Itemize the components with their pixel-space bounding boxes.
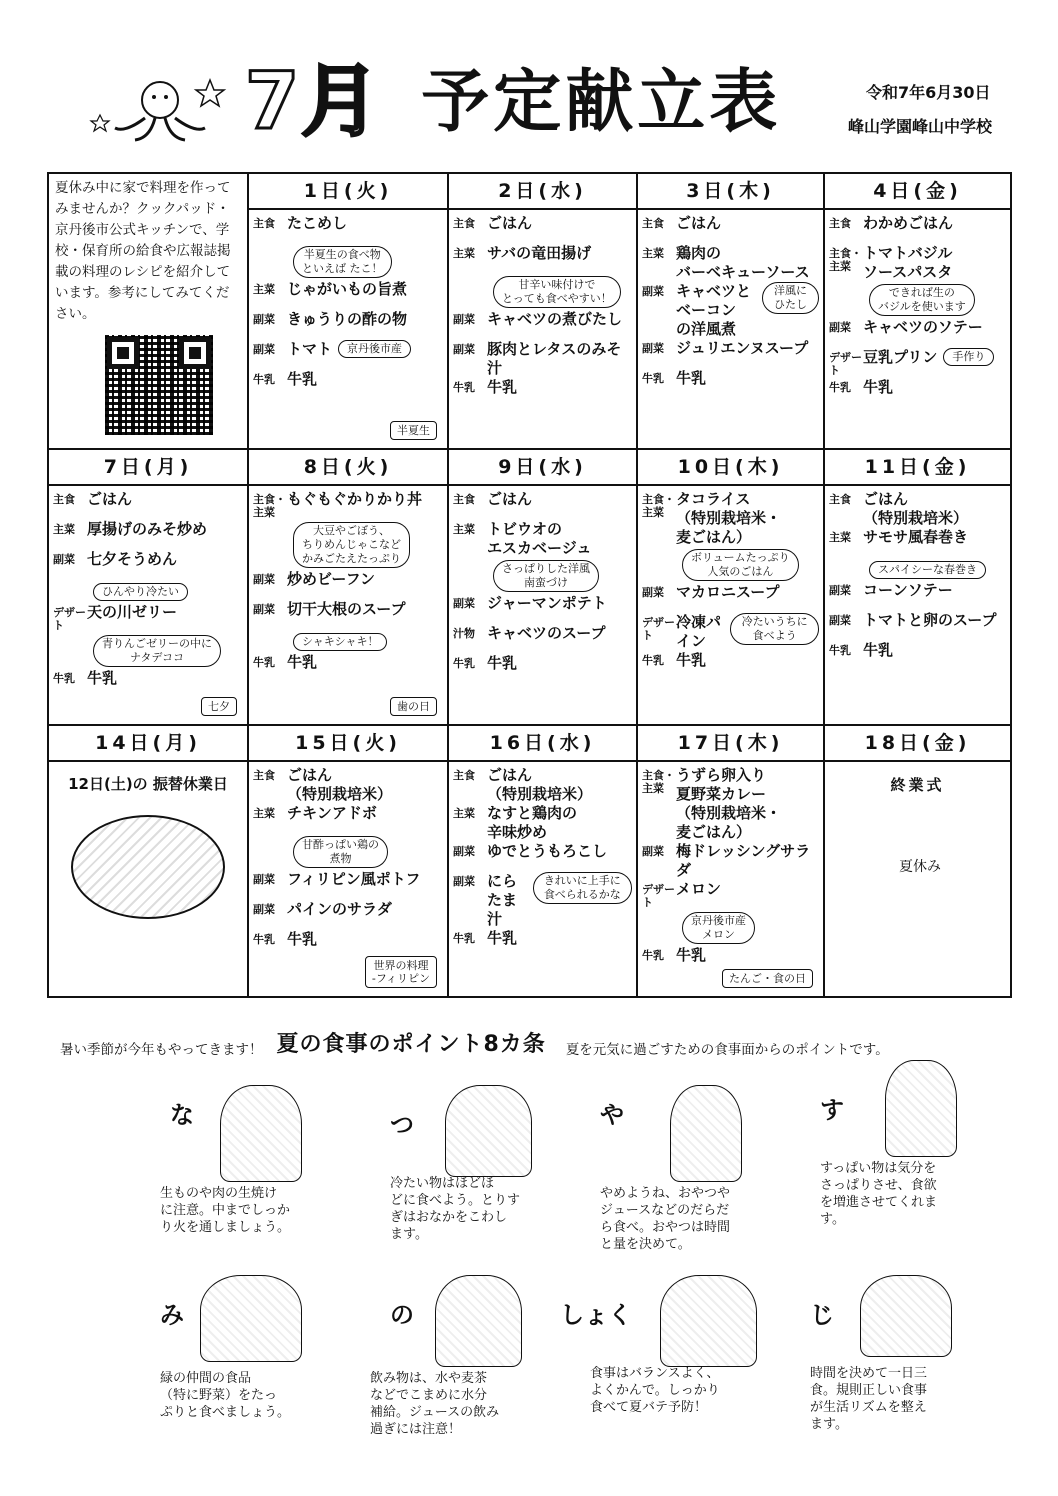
dish-name: ごはん <box>487 214 533 232</box>
dish-category: デザート <box>642 883 675 909</box>
dish-name: サバの竜田揚げ <box>487 244 592 262</box>
dish-row <box>829 214 1006 244</box>
dish-name: ごはん <box>676 214 722 232</box>
dish-name: トマトバジル ソースパスタ <box>863 244 953 281</box>
day-cell <box>448 725 637 997</box>
dish-name: ゆでとうもろこし <box>487 842 608 860</box>
point-text: 飲み物は、水や麦茶 などでこまめに水分 補給。ジュースの飲み 過ぎには注意！ <box>370 1371 500 1437</box>
point-illustration-icon <box>445 1085 532 1177</box>
point-kana: じ <box>810 1301 834 1329</box>
dish-name: コーンソテー <box>863 581 953 599</box>
dish-row <box>642 583 819 613</box>
dish-name: 牛乳 <box>287 653 318 671</box>
dish-row <box>253 870 443 900</box>
day-cell <box>824 173 1011 449</box>
dish-comment: ボリュームたっぷり 人気のごはん <box>682 549 799 581</box>
event-badge: 半夏生 <box>390 421 437 440</box>
dish-name: 牛乳 <box>87 669 118 687</box>
dish-category: 副菜 <box>829 584 851 597</box>
dish-category: 副菜 <box>642 586 664 599</box>
dish-name: 牛乳 <box>863 378 894 396</box>
points-tail: 夏を元気に過ごすための食事面からのポイントです。 <box>565 1042 889 1058</box>
dish-comment: さっぱりした洋風 南蛮づけ <box>493 560 599 592</box>
summer-vacation-label: 夏休み <box>899 859 941 875</box>
dish-name: 鶏肉の バーベキューソース <box>676 244 810 281</box>
dish-list <box>638 486 823 681</box>
dish-list <box>449 210 636 408</box>
dish-name: サモサ風春巻き <box>863 528 969 546</box>
dish-name: 牛乳 <box>863 641 894 659</box>
dish-row <box>253 600 443 630</box>
dish-category: 副菜 <box>253 313 275 326</box>
day-cell <box>637 725 824 997</box>
dish-category: 副菜 <box>453 343 475 356</box>
dish-row <box>53 520 243 550</box>
dish-category: 牛乳 <box>453 657 475 670</box>
dish-name: ごはん （特別栽培米） <box>863 490 969 527</box>
dish-row <box>642 842 819 880</box>
dish-name: フィリピン風ポトフ <box>287 870 421 888</box>
dish-category: 主食 <box>53 493 75 506</box>
dish-name: 牛乳 <box>287 930 318 948</box>
dish-name: 牛乳 <box>287 370 318 388</box>
day-header: 11日(金) <box>825 450 1010 486</box>
dish-name: 豚肉とレタスのみそ汁 <box>487 340 622 377</box>
dish-row <box>253 280 443 310</box>
day-header: 15日(火) <box>249 726 447 762</box>
dish-name: 炒めビーフン <box>287 570 376 588</box>
point-kana: み <box>160 1301 184 1329</box>
dish-category: 主食 <box>829 493 851 506</box>
dish-row <box>253 900 443 930</box>
dish-category: 牛乳 <box>829 381 851 394</box>
dish-category: 牛乳 <box>642 654 664 667</box>
dish-category: 主食 <box>453 769 475 782</box>
dish-row <box>642 651 819 681</box>
dish-comment: 半夏生の食べ物 といえば たこ！ <box>293 246 392 278</box>
dish-list <box>449 762 636 959</box>
dish-comment: スパイシーな春巻き <box>869 561 986 579</box>
dish-name: 切干大根のスープ <box>287 600 406 618</box>
point-kana: な <box>170 1101 194 1129</box>
dish-category: 副菜 <box>453 313 475 326</box>
day-header: 9日(水) <box>449 450 636 486</box>
dish-name: わかめごはん <box>863 214 954 232</box>
dish-name: 牛乳 <box>676 946 707 964</box>
dish-category: 牛乳 <box>253 933 275 946</box>
dish-name: なすと鶏肉の 辛味炒め <box>487 804 578 841</box>
dish-name: 梅ドレッシングサラダ <box>676 842 811 879</box>
dish-comment: 手作り <box>943 348 994 366</box>
dish-name: ジュリエンヌスープ <box>676 339 809 357</box>
dish-row <box>829 318 1006 348</box>
day-cell <box>248 173 448 449</box>
dish-name: うずら卵入り 夏野菜カレー （特別栽培米・ 麦ごはん） <box>676 766 782 841</box>
dish-comment: できれば生の バジルを使います <box>869 284 975 316</box>
dish-category: 副菜 <box>253 573 275 586</box>
dish-row <box>642 369 819 399</box>
dish-category: 副菜 <box>453 845 475 858</box>
dish-name: キャベツの煮びたし <box>487 310 623 328</box>
dish-row <box>453 804 632 842</box>
dish-row <box>453 310 632 340</box>
dish-name: きゅうりの酢の物 <box>287 310 408 328</box>
day-cell <box>48 725 248 997</box>
day-cell <box>637 449 824 725</box>
dish-row <box>642 490 819 547</box>
dish-row <box>453 872 632 929</box>
dish-name: キャベツとベーコン の洋風煮 <box>676 282 752 338</box>
dish-name: たこめし <box>287 214 348 232</box>
dish-row <box>829 611 1006 641</box>
dish-row <box>642 244 819 282</box>
dish-name: ごはん （特別栽培米） <box>487 766 593 803</box>
dish-category: 主菜 <box>829 531 851 544</box>
dish-name: ごはん <box>487 490 533 508</box>
dish-category: 牛乳 <box>453 932 475 945</box>
dish-name: 冷凍パイン <box>676 613 722 650</box>
day-cell <box>448 449 637 725</box>
dish-category: 主食 <box>829 217 851 230</box>
dish-name: チキンアドボ <box>287 804 377 822</box>
points-title: 夏の食事のポイント8カ条 <box>276 1032 546 1057</box>
day-cell <box>48 449 248 725</box>
dish-category: 主菜 <box>53 523 75 536</box>
day-header: 1日(火) <box>249 174 447 210</box>
dish-row <box>253 370 443 400</box>
day-cell <box>248 725 448 997</box>
page-title: 予定献立表 <box>421 62 782 142</box>
dish-category: 主菜 <box>453 247 475 260</box>
dish-category: 主食・主菜 <box>829 247 862 273</box>
dish-name: トマトと卵のスープ <box>863 611 997 629</box>
day-header: 10日(木) <box>638 450 823 486</box>
dish-category: 牛乳 <box>253 373 275 386</box>
dish-row <box>642 613 819 651</box>
dish-category: 主菜 <box>642 247 664 260</box>
point-text: すっぱい物は気分を さっぱりさせ、食欲 を増進させてくれま す。 <box>820 1161 938 1227</box>
dish-list <box>638 762 823 976</box>
closing-ceremony: 終業式 <box>890 776 945 794</box>
dish-comment: 洋風にひたし <box>762 282 819 314</box>
dish-name: じゃがいもの旨煮 <box>287 280 408 298</box>
dish-row <box>453 378 632 408</box>
dish-row <box>253 490 443 520</box>
dish-category: デザート <box>829 351 862 377</box>
point-text: 冷たい物はほどほ どに食べよう。とりす ぎはおなかをこわし ます。 <box>390 1176 521 1242</box>
dish-list <box>49 486 247 699</box>
menu-calendar <box>47 172 1012 998</box>
day-cell <box>248 449 448 725</box>
dish-category: 牛乳 <box>53 672 75 685</box>
day-header: 7日(月) <box>49 450 247 486</box>
dish-row <box>253 804 443 834</box>
dish-name: ジャーマンポテト <box>487 594 607 612</box>
dish-category: 主食・主菜 <box>642 769 675 795</box>
point-illustration-icon <box>885 1060 957 1157</box>
dish-name: タコライス （特別栽培米・ 麦ごはん） <box>676 490 782 546</box>
dish-category: 主菜 <box>253 283 275 296</box>
dish-category: 副菜 <box>829 614 851 627</box>
point-text: 時間を決めて一日三 食。規則正しい食事 が生活リズムを整え ます。 <box>810 1366 928 1432</box>
dish-category: 副菜 <box>453 875 475 888</box>
dish-category: 牛乳 <box>253 656 275 669</box>
holiday-note: 12日(土)の 振替休業日 <box>68 775 228 793</box>
event-badge: 世界の料理 -フィリピン <box>365 956 437 988</box>
dish-row <box>53 669 243 699</box>
dish-row <box>829 348 1006 378</box>
dish-category: 主食 <box>453 493 475 506</box>
day-cell <box>824 725 1011 997</box>
dish-name: 牛乳 <box>676 369 707 387</box>
dish-name: 牛乳 <box>487 378 518 396</box>
dish-list <box>638 210 823 399</box>
dish-comment: 冷たいうちに食べよう <box>730 613 819 645</box>
dish-name: キャベツのスープ <box>487 624 606 642</box>
dish-category: 主食 <box>642 217 664 230</box>
dish-category: 副菜 <box>642 342 664 355</box>
dish-row <box>53 550 243 580</box>
day-header: 2日(水) <box>449 174 636 210</box>
dish-name: トマト <box>287 340 333 358</box>
dish-comment: 京丹後市産 <box>338 340 411 358</box>
dish-row <box>453 490 632 520</box>
dish-name: 豆乳プリン <box>863 348 938 366</box>
dish-comment: きれいに上手に食べられるかな <box>533 872 632 904</box>
dish-row <box>453 929 632 959</box>
point-text: 緑の仲間の食品 （特に野菜）をたっ ぷりと食べましょう。 <box>160 1371 291 1420</box>
dish-row <box>453 624 632 654</box>
dish-row <box>53 603 243 633</box>
dish-name: マカロニスープ <box>676 583 780 601</box>
dish-name: にらたま汁 <box>487 872 518 928</box>
dish-row <box>829 528 1006 558</box>
dish-comment: 甘辛い味付けで とっても食べやすい！ <box>493 276 621 308</box>
intro-text: 夏休み中に家で料理を作ってみませんか？クックパッド・京丹後市公式キッチンで、学校・保育所の給食や広報誌掲載の料理のレシピを紹介しています。参考にしてみてください。 <box>55 180 231 322</box>
dish-comment: 甘酢っぱい鶏の 煮物 <box>293 836 388 868</box>
event-badge: 歯の日 <box>390 697 437 716</box>
point-illustration-icon <box>200 1275 302 1362</box>
dish-category: 主食・主菜 <box>253 493 286 519</box>
point-text: やめようね、おやつや ジュースなどのだらだ ら食べ。おやつは時間 と量を決めて。 <box>600 1186 731 1252</box>
dish-row <box>642 880 819 910</box>
points-lead: 暑い季節が今年もやってきます！ <box>60 1042 263 1058</box>
dish-comment: 京丹後市産 メロン <box>682 912 755 944</box>
dish-row <box>453 214 632 244</box>
dish-category: 副菜 <box>642 845 664 858</box>
dish-name: 牛乳 <box>487 654 518 672</box>
point-illustration-icon <box>435 1275 522 1367</box>
month-title: 7月 <box>245 57 382 147</box>
point-illustration-icon <box>670 1085 742 1182</box>
dish-row <box>253 340 443 370</box>
dish-row <box>453 520 632 558</box>
dish-name: ごはん （特別栽培米） <box>287 766 393 803</box>
dish-name: パインのサラダ <box>287 900 392 918</box>
day-header: 4日(金) <box>825 174 1010 210</box>
day-header: 17日(木) <box>638 726 823 762</box>
dish-category: 主食 <box>253 217 275 230</box>
dish-category: 牛乳 <box>453 381 475 394</box>
dish-row <box>453 654 632 684</box>
intro-cell <box>48 173 248 449</box>
point-kana: の <box>390 1301 414 1329</box>
dish-row <box>829 641 1006 671</box>
dish-row <box>253 214 443 244</box>
dish-category: 副菜 <box>253 343 275 356</box>
dish-category: 汁物 <box>453 627 475 640</box>
dish-row <box>253 653 443 683</box>
dish-name: 牛乳 <box>676 651 707 669</box>
dish-row <box>642 214 819 244</box>
dish-name: ごはん <box>87 490 133 508</box>
issue-date: 令和7年6月30日 <box>866 83 991 102</box>
dish-category: 主食 <box>453 217 475 230</box>
dish-category: 牛乳 <box>642 372 664 385</box>
dish-name: 牛乳 <box>487 929 518 947</box>
point-text: 食事はバランスよく、 よくかんで。しっかり 食べて夏バテ予防！ <box>590 1366 720 1415</box>
day-header: 8日(火) <box>249 450 447 486</box>
qr-code-icon <box>105 335 213 435</box>
dish-row <box>829 490 1006 528</box>
dish-category: 主食 <box>253 769 275 782</box>
dish-row <box>453 244 632 274</box>
point-kana: つ <box>390 1111 414 1139</box>
dish-row <box>642 282 819 339</box>
dish-row <box>453 594 632 624</box>
dish-name: メロン <box>676 880 722 898</box>
dish-row <box>253 310 443 340</box>
dish-category: 主食・主菜 <box>642 493 675 519</box>
dish-name: もぐもぐかりかり丼 <box>287 490 423 508</box>
day-header: 14日(月) <box>49 726 247 762</box>
school-name: 峰山学園峰山中学校 <box>848 117 993 136</box>
day-header: 3日(木) <box>638 174 823 210</box>
dish-name: キャベツのソテー <box>863 318 983 336</box>
dish-name: 天の川ゼリー <box>87 603 178 621</box>
dish-row <box>829 378 1006 408</box>
dish-row <box>253 570 443 600</box>
dish-category: デザート <box>642 616 675 642</box>
dish-comment: 青りんごゼリーの中に ナタデココ <box>93 635 221 667</box>
event-badge: 七夕 <box>201 697 237 716</box>
dish-category: 副菜 <box>253 603 275 616</box>
dish-list <box>825 210 1010 408</box>
dish-list <box>449 486 636 684</box>
day-header: 16日(水) <box>449 726 636 762</box>
dish-row <box>253 766 443 804</box>
dish-name: トビウオの エスカベージュ <box>487 520 592 557</box>
event-badge: たんご・食の日 <box>722 969 813 988</box>
day-cell <box>637 173 824 449</box>
dish-category: 主菜 <box>453 523 475 536</box>
dish-row <box>453 340 632 378</box>
point-illustration-icon <box>220 1085 302 1182</box>
dish-name: 厚揚げのみそ炒め <box>87 520 208 538</box>
point-kana: す <box>820 1096 844 1124</box>
octopus-mascot-icon <box>60 70 240 150</box>
dish-row <box>642 339 819 369</box>
day-cell <box>824 449 1011 725</box>
day-header: 18日(金) <box>825 726 1010 762</box>
dish-name: 七夕そうめん <box>87 550 178 568</box>
dish-list <box>249 762 447 960</box>
summer-sea-illustration-icon <box>71 815 225 919</box>
dish-comment: 大豆やごぼう、 ちりめんじゃこなど かみごたえたっぷり <box>293 522 410 568</box>
dish-list <box>249 210 447 400</box>
point-kana: や <box>600 1101 624 1129</box>
dish-category: 主菜 <box>453 807 475 820</box>
dish-list <box>825 486 1010 671</box>
day-cell <box>448 173 637 449</box>
dish-category: 主菜 <box>253 807 275 820</box>
dish-row <box>829 244 1006 282</box>
point-kana: しょく <box>560 1301 632 1329</box>
point-illustration-icon <box>660 1275 757 1367</box>
dish-row <box>453 766 632 804</box>
dish-category: 副菜 <box>453 597 475 610</box>
dish-category: 牛乳 <box>642 949 664 962</box>
dish-row <box>642 766 819 842</box>
dish-row <box>453 842 632 872</box>
dish-list <box>249 486 447 683</box>
dish-row <box>53 490 243 520</box>
dish-category: 副菜 <box>829 321 851 334</box>
point-text: 生ものや肉の生焼け に注意。中までしっか り火を通しましょう。 <box>160 1186 291 1235</box>
page-header <box>0 0 1058 165</box>
dish-category: 副菜 <box>253 873 275 886</box>
dish-category: 副菜 <box>53 553 75 566</box>
dish-row <box>829 581 1006 611</box>
dish-category: デザート <box>53 606 86 632</box>
dish-comment: シャキシャキ！ <box>293 633 387 651</box>
dish-comment: ひんやり冷たい <box>93 583 188 601</box>
dish-category: 副菜 <box>642 285 664 298</box>
dish-category: 牛乳 <box>829 644 851 657</box>
point-illustration-icon <box>860 1275 952 1357</box>
summer-points-heading <box>60 1027 1020 1058</box>
dish-category: 副菜 <box>253 903 275 916</box>
